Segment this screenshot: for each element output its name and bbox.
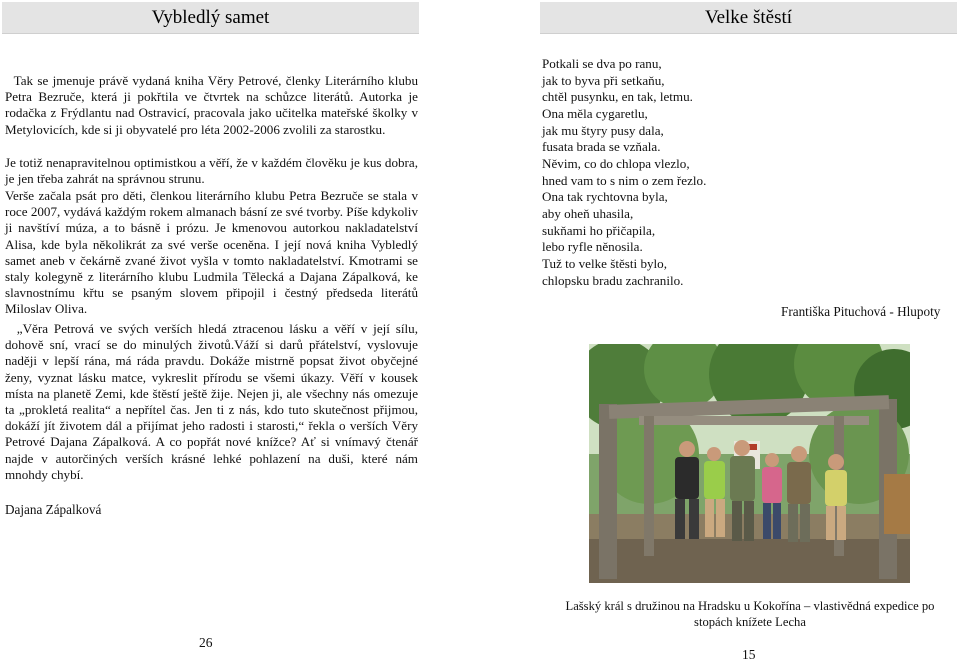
- poem-line: Ona tak rychtovna byla,: [542, 189, 668, 205]
- poem-author: Františka Pituchová - Hlupoty: [781, 304, 941, 319]
- poem-line: chtěl pusynku, en tak, letmu.: [542, 89, 693, 105]
- right-page-title: Velke štěstí: [540, 2, 957, 34]
- left-page-title: Vybledlý samet: [2, 2, 419, 34]
- article-paragraph-career: Verše začala psát pro děti, členkou literárního klubu Petra Bezruče se stala v roce 2007, vydává každým rokem almanach básní ze své tvorby. Píše kdykoliv ji navštíví múza, a to básně i prózu. Je kmenovou autorkou nakladatelství Alisa, kde byla několikrát za své verše oceněna. I její nová kniha Vybledlý samet aneb v čekárně zvané život vyšla v tomto nakladatelství. Kmotrami se staly kolegyně z literárního klubu Ludmila Tělecká a Dajana Zápalková, ke slavnostnímu křtu se psaným slovem připojil i čestný předseda literátů Miloslav Oliva.: [5, 188, 418, 317]
- article-paragraph-optimism: Je totiž nenapravitelnou optimistkou a věří, že v každém člověku je kus dobra, je jen třeba zahrát na správnou strunu.: [5, 155, 418, 187]
- poem-line: lebo ryfle něnosila.: [542, 239, 643, 255]
- poem-line: jak mu štyry pusy dala,: [542, 122, 664, 138]
- article-author: Dajana Zápalková: [5, 502, 102, 517]
- poem-line: hned vam to s nim o zem řezlo.: [542, 172, 707, 188]
- poem-line: sukňami ho přičapila,: [542, 222, 656, 238]
- poem-line: Tuž to velke štěsti bylo,: [542, 255, 667, 271]
- poem-line: jak to byva při setkaňu,: [542, 72, 665, 88]
- poem-line: Potkali se dva po ranu,: [542, 56, 662, 71]
- article-paragraph-intro: Tak se jmenuje právě vydaná kniha Věry Petrové, členky Literárního klubu Petra Bezruče, která ji pokřtila ve čtvrtek na schůzce literátů. Autorka je rodačka z Frýdlantu nad Ostravicí, pracovala jako učitelka mateřské školky v Metylovicích, kde si ji obyvatelé pro léta 2002-2006 zvolili za starostku.: [5, 73, 418, 137]
- poem: [542, 56, 706, 289]
- poem-line: chlopsku bradu zachranilo.: [542, 272, 684, 288]
- right-page-number: 15: [742, 647, 756, 662]
- photo-caption: Lašský král s družinou na Hradsku u Kokořína – vlastivědná expedice po stopách knížete Lecha: [565, 599, 935, 629]
- poem-line: aby oheň uhasila,: [542, 205, 634, 221]
- expedition-group-photo: [589, 344, 910, 583]
- poem-line: Ona měla cygaretlu,: [542, 105, 648, 121]
- article-paragraph-quote: „Věra Petrová ve svých verších hledá ztracenou lásku a věří v její sílu, dohově sní, vrací se do minulých životů.Váží si darů přátelství, vyslovuje naději v lepší rána, má ráda pravdu. Dokáže mistrně popsat život obyčejné ženy, vyznat lásku matce, vykreslit přírodu se všemi úkazy. Věří v kousek místa na planetě Zemi, kde štěstí ještě žije. Nejen ji, ale všechny nás omezuje ta „prokletá realita“ a nepřítel čas. Jen ti z nás, kdo tuto skutečnost přijmou, dokáží jít životem dál a přijímat jeho radosti i starosti,“ řekla o verších Věry Petrové Dajana Zápalková. A co popřát nové knížce? Ať si vnímavý čtenář najde v autorčiných verších krásné lehké pohlazení na duši, které nám mnohdy chybí.: [5, 321, 418, 482]
- left-page-number: 26: [199, 635, 213, 650]
- poem-line: Něvim, co do chlopa vlezlo,: [542, 155, 690, 171]
- poem-line: fusata brada se vzňala.: [542, 139, 661, 155]
